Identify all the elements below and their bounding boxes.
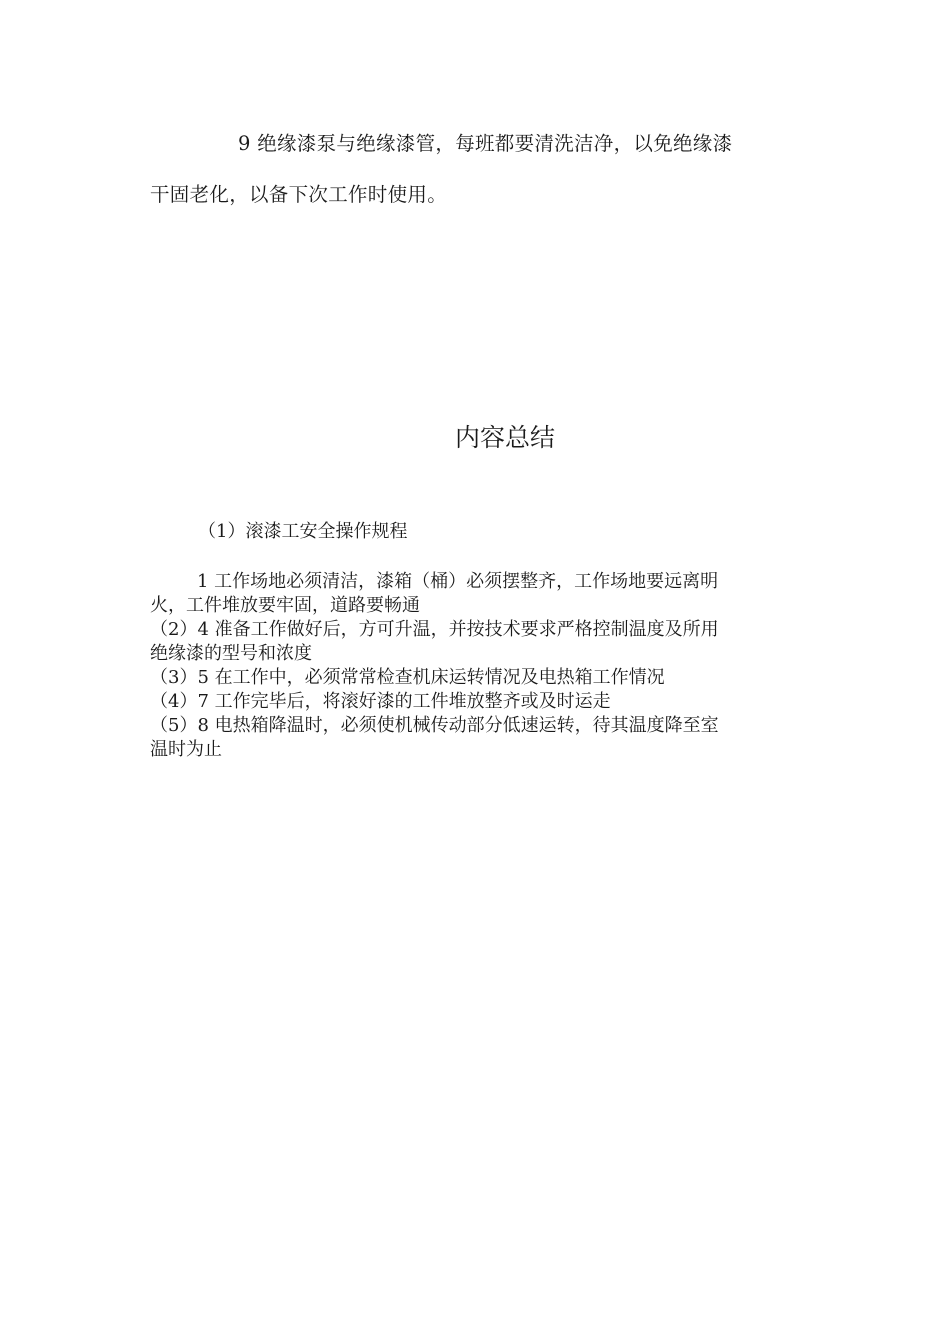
summary-line-3: （2）4 准备工作做好后，方可升温，并按技术要求严格控制温度及所用 [150, 619, 719, 640]
summary-line-6: （4）7 工作完毕后，将滚好漆的工件堆放整齐或及时运走 [150, 691, 611, 712]
summary-line-4: 绝缘漆的型号和浓度 [150, 643, 312, 664]
summary-line-2: 火，工件堆放要牢固，道路要畅通 [150, 595, 420, 616]
summary-line-5: （3）5 在工作中，必须常常检查机床运转情况及电热箱工作情况 [150, 667, 665, 688]
top-paragraph-line-2: 干固老化，以备下次工作时使用。 [150, 183, 448, 206]
summary-title: 内容总结 [454, 423, 555, 452]
summary-list [150, 570, 810, 762]
top-paragraph-line-1: 9 绝缘漆泵与绝缘漆管，每班都要清洗洁净，以免绝缘漆 [238, 132, 733, 155]
summary-line-8: 温时为止 [150, 739, 222, 760]
summary-subtitle: （1）滚漆工安全操作规程 [198, 521, 408, 542]
summary-line-7: （5）8 电热箱降温时，必须使机械传动部分低速运转，待其温度降至室 [150, 715, 719, 736]
summary-line-1: 1 工作场地必须清洁，漆箱（桶）必须摆整齐，工作场地要远离明 [197, 571, 719, 592]
top-paragraph [150, 118, 810, 220]
